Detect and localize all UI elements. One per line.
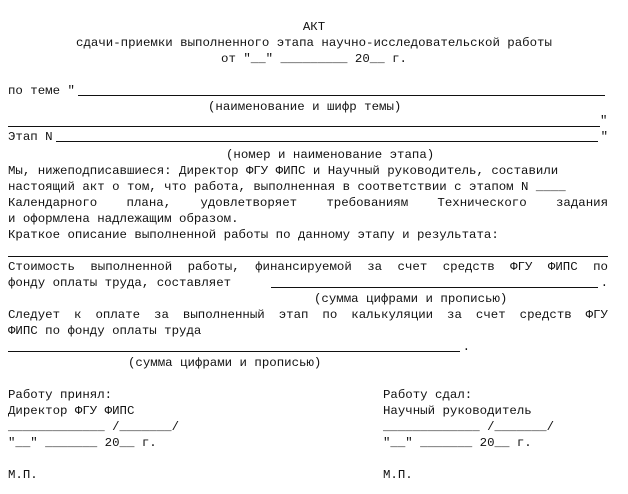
topic-label: по теме " <box>8 84 75 98</box>
p4-line1: Следует к оплате за выполненный этап по калькуляции за счет средств ФГУ <box>8 308 608 322</box>
p1-line3: Календарного плана, удовлетворяет требованиям Технического задания <box>8 196 608 210</box>
p4-sum-row <box>8 340 470 354</box>
description-fill-line <box>8 256 608 257</box>
stage-close-quote: " <box>600 130 608 144</box>
right-signature-role: Работу сдал: <box>383 388 473 402</box>
left-signature-role: Работу принял: <box>8 388 113 402</box>
p4-caption: (сумма цифрами и прописью) <box>128 356 322 370</box>
p3-line2-row <box>8 276 608 290</box>
left-signature-date: "__" _______ 20__ г. <box>8 436 157 450</box>
topic-line <box>8 84 608 98</box>
topic-second-line <box>8 126 600 127</box>
document-date-line: от "__" _________ 20__ г. <box>221 52 407 66</box>
document-title: АКТ <box>302 20 326 34</box>
p1-line1: Мы, нижеподписавшиеся: Директор ФГУ ФИПС и Научный руководитель, составили <box>8 164 559 178</box>
cost-fill-line <box>271 277 597 288</box>
p3-line1: Стоимость выполненной работы, финансируемой за счет средств ФГУ ФИПС по <box>8 260 608 274</box>
right-stamp-label: М.П. <box>383 468 413 482</box>
stage-fill-line <box>56 131 598 142</box>
p4-line2: ФИПС по фонду оплаты труда <box>8 324 202 338</box>
p1-line2: настоящий акт о том, что работа, выполненная в соответствии с этапом N ____ <box>8 180 566 194</box>
left-signature-line: _____________ /_______/ <box>8 420 180 434</box>
stage-label: Этап N <box>8 130 53 144</box>
topic-caption: (наименование и шифр темы) <box>208 100 402 114</box>
p1-line4: и оформлена надлежащим образом. <box>8 212 239 226</box>
right-signature-line: _____________ /_______/ <box>383 420 555 434</box>
p4-end: . <box>462 340 470 354</box>
payment-fill-line <box>8 341 460 352</box>
p3-caption: (сумма цифрами и прописью) <box>314 292 508 306</box>
p3-line2: фонду оплаты труда, составляет <box>8 276 232 290</box>
stage-caption: (номер и наименование этапа) <box>226 148 435 162</box>
document-subtitle: сдачи-приемки выполненного этапа научно-исследовательской работы <box>76 36 552 50</box>
p3-end: . <box>600 276 608 290</box>
right-signature-position: Научный руководитель <box>383 404 532 418</box>
p2-line1: Краткое описание выполненной работы по данному этапу и результата: <box>8 228 499 242</box>
stage-line <box>8 130 608 144</box>
topic-close-quote: " <box>600 114 608 128</box>
left-stamp-label: М.П. <box>8 468 38 482</box>
right-signature-date: "__" _______ 20__ г. <box>383 436 532 450</box>
left-signature-position: Директор ФГУ ФИПС <box>8 404 135 418</box>
topic-fill-line <box>78 85 605 96</box>
